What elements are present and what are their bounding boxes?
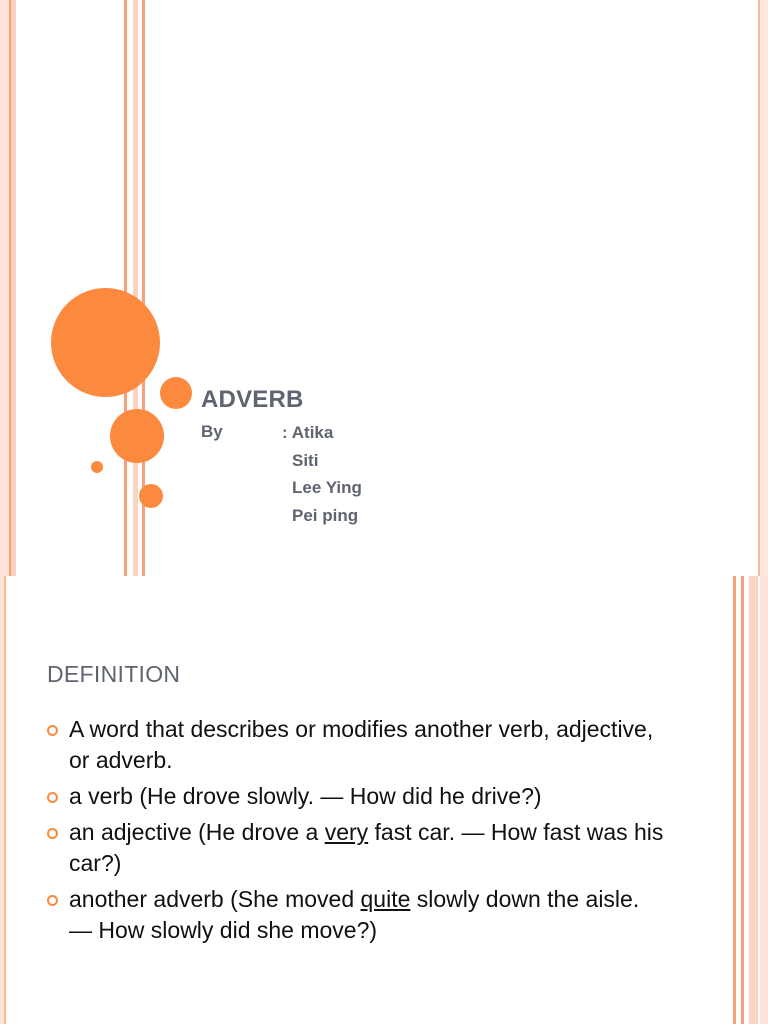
- author-name: Lee Ying: [292, 478, 362, 497]
- bullet-circle-icon: [47, 792, 58, 803]
- bullet-text: a verb (He drove slowly. — How did he drive?): [69, 783, 542, 809]
- stripe-decoration: [11, 0, 16, 576]
- slide-title: ADVERB: [201, 386, 304, 413]
- underlined-word: quite: [360, 886, 411, 912]
- bullet-circle-icon: [47, 895, 58, 906]
- stripe-decoration: [733, 576, 736, 1024]
- definition-heading: DEFINITION: [47, 661, 181, 687]
- by-label: By: [201, 422, 223, 441]
- author-list: [282, 422, 362, 532]
- medium-circle-decoration: [110, 409, 164, 463]
- stripe-decoration: [749, 576, 758, 1024]
- small-circle-decoration: [160, 377, 192, 409]
- bullet-text: another adverb (She moved quite slowly down the aisle. — How slowly did she move?): [69, 886, 640, 943]
- stripe-decoration: [741, 576, 744, 1024]
- small-circle-decoration: [139, 484, 163, 508]
- stripe-decoration: [760, 576, 768, 1024]
- stripe-decoration: [0, 0, 9, 576]
- definition-slide: [0, 576, 768, 1024]
- author-name: Pei ping: [292, 505, 359, 525]
- stripe-decoration: [124, 0, 127, 576]
- large-circle-decoration: [51, 288, 160, 397]
- bullet-item: [47, 817, 667, 879]
- author-name: Siti: [292, 450, 319, 470]
- stripe-decoration: [758, 0, 760, 576]
- bullet-text: A word that describes or modifies another verb, adjective, or adverb.: [69, 716, 654, 773]
- bullet-text: an adjective (He drove a very fast car. — How fast was his car?): [69, 819, 664, 876]
- underlined-word: very: [324, 819, 369, 845]
- definition-list: [47, 714, 667, 951]
- tiny-circle-decoration: [91, 461, 103, 473]
- author-name: : Atika: [282, 423, 334, 442]
- stripe-decoration: [133, 0, 138, 576]
- bullet-item: [47, 781, 667, 812]
- stripe-decoration: [4, 576, 6, 1024]
- bullet-item: [47, 714, 667, 776]
- bullet-circle-icon: [47, 725, 58, 736]
- bullet-item: [47, 884, 667, 946]
- bullet-circle-icon: [47, 828, 58, 839]
- stripe-decoration: [760, 0, 768, 576]
